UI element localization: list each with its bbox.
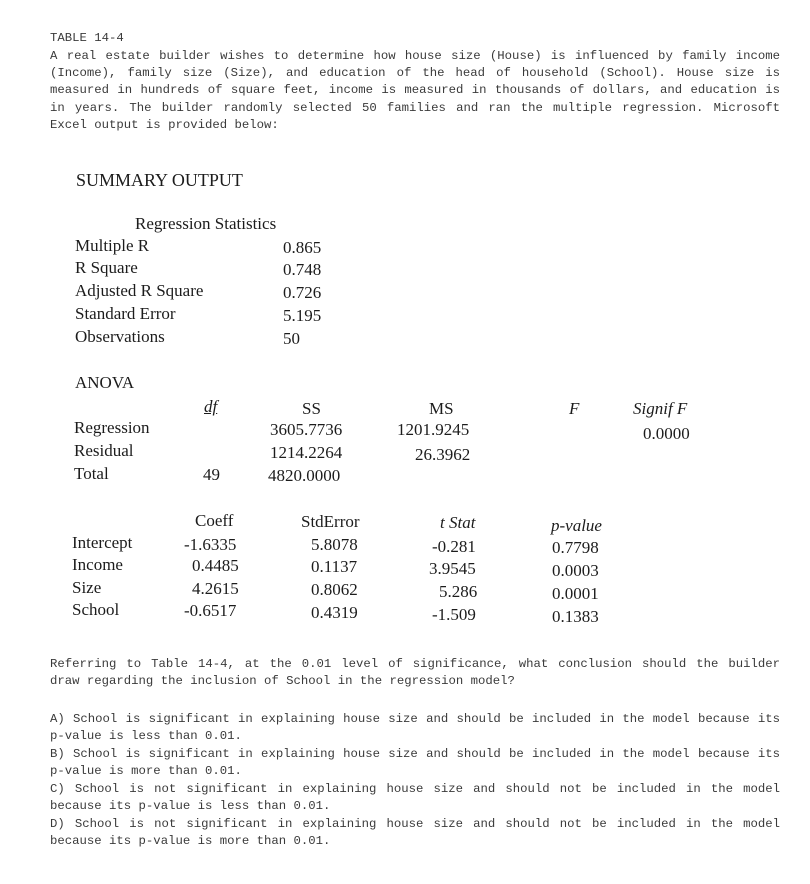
coef-row-label: Intercept [72, 533, 133, 552]
stat-value: 5.195 [283, 306, 322, 325]
stat-value: 0.748 [283, 260, 322, 279]
coef-value: 0.4485 [192, 556, 239, 575]
intro-paragraph: A real estate builder wishes to determine how house size (House) is influenced by family income (Income), family size (Size), and education of the head of household (School). House size is measured in hundreds of square feet, income is measured in thousands of dollars, and education is in years. The builder randomly selected 50 families and ran the multiple regression. Microsoft Excel output is provided below: [50, 49, 780, 132]
coef-value: 4.2615 [192, 579, 239, 598]
coef-header-tstat: t Stat [440, 513, 476, 532]
anova-row-label: Residual [74, 441, 134, 460]
anova-header-f: F [569, 399, 580, 418]
anova-ss: 4820.0000 [268, 466, 341, 485]
stat-label: Observations [75, 327, 165, 346]
coef-stderr: 0.4319 [311, 603, 358, 622]
coef-pvalue: 0.0003 [552, 561, 599, 580]
anova-header-ms: MS [429, 399, 454, 418]
coef-tstat: -0.281 [432, 537, 476, 556]
anova-row-label: Total [74, 464, 109, 483]
anova-title: ANOVA [75, 373, 135, 392]
coef-tstat: 3.9545 [429, 559, 476, 578]
coef-stderr: 0.8062 [311, 580, 358, 599]
table-label: TABLE 14-4 [50, 31, 124, 45]
coef-tstat: -1.509 [432, 605, 476, 624]
answer-option-a: A) School is significant in explaining house size and should be included in the model because its p-value is less than 0.01. [50, 712, 780, 744]
coef-header-pvalue: p-value [551, 516, 602, 535]
stat-label: Standard Error [75, 304, 176, 323]
answer-option-d: D) School is not significant in explaining house size and should not be included in the model because its p-value is more than 0.01. [50, 817, 780, 849]
coef-stderr: 0.1137 [311, 557, 358, 576]
stat-value: 50 [283, 329, 300, 348]
anova-row-label: Regression [74, 418, 150, 437]
anova-ss: 1214.2264 [270, 443, 343, 462]
coef-value: -0.6517 [184, 601, 237, 620]
coef-pvalue: 0.0001 [552, 584, 599, 603]
coef-pvalue: 0.1383 [552, 607, 599, 626]
coef-row-label: School [72, 600, 120, 619]
coef-header-stderr: StdError [301, 512, 360, 531]
anova-df: 49 [203, 465, 220, 484]
answer-option-b: B) School is significant in explaining house size and should be included in the model because its p-value is more than 0.01. [50, 747, 780, 779]
coef-tstat: 5.286 [439, 582, 478, 601]
summary-title: SUMMARY OUTPUT [76, 170, 243, 190]
coef-stderr: 5.8078 [311, 535, 358, 554]
stat-label: R Square [75, 258, 138, 277]
stat-value: 0.726 [283, 283, 322, 302]
answer-option-c: C) School is not significant in explaining house size and should not be included in the model because its p-value is less than 0.01. [50, 782, 780, 814]
question-stem: Referring to Table 14-4, at the 0.01 level of significance, what conclusion should the builder draw regarding the inclusion of School in the regression model? [50, 657, 780, 689]
stat-label: Adjusted R Square [75, 281, 204, 300]
coef-row-label: Income [72, 555, 123, 574]
stat-value: 0.865 [283, 238, 322, 257]
anova-header-ss: SS [302, 399, 321, 418]
coef-row-label: Size [72, 578, 102, 597]
stat-label: Multiple R [75, 236, 150, 255]
anova-signif-f: 0.0000 [643, 424, 690, 443]
anova-header-signif-f: Signif F [633, 399, 688, 418]
coef-header-coeff: Coeff [195, 511, 234, 530]
coef-value: -1.6335 [184, 535, 237, 554]
anova-header-df: df [204, 397, 218, 416]
reg-stats-title: Regression Statistics [135, 214, 277, 233]
anova-ms: 1201.9245 [397, 420, 470, 439]
coef-pvalue: 0.7798 [552, 538, 599, 557]
anova-ms: 26.3962 [415, 445, 471, 464]
anova-ss: 3605.7736 [270, 420, 343, 439]
